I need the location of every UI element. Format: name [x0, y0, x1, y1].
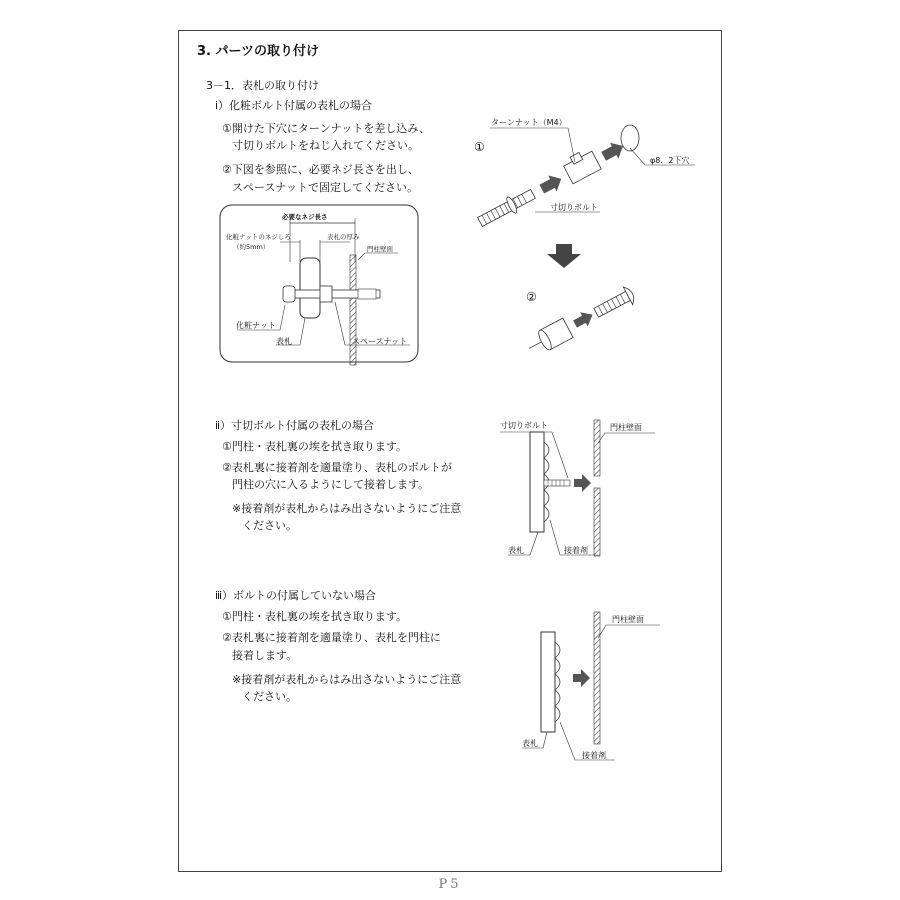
case-i-step2-line1: ②下図を参照に、必要ネジ長さを出し、	[222, 163, 419, 176]
case-ii-note-line2: ください。	[242, 519, 297, 532]
assembly-step2-marker: ②	[526, 290, 537, 304]
section-title: 3. パーツの取り付け	[197, 44, 319, 59]
assembly-stud-bolt-label: 寸切りボルト	[550, 203, 598, 212]
case-ii-step2-line2: 門柱の穴に入るようにして接着します。	[232, 478, 430, 491]
case-iii-step1: ①門柱・表札裏の埃を拭き取ります。	[222, 610, 407, 623]
case-iii-heading: ⅲ）ボルトの付属していない場合	[215, 589, 377, 602]
case-ii-heading: ⅱ）寸切ボルト付属の表札の場合	[215, 419, 375, 432]
detail-nameplate-label: 表札	[276, 337, 292, 346]
assembly-turn-nut-label: ターンナット（M4）	[491, 118, 567, 127]
case-i-step1-line1: ①開けた下穴にターンナットを差し込み、	[222, 122, 431, 135]
page-number: P5	[438, 877, 462, 892]
case-iii-step2-line2: 接着します。	[232, 649, 298, 662]
case-iii-wall-face-label: 門柱壁面	[612, 615, 644, 624]
case-iii-note-line1: ※接着剤が表札からはみ出さないようにご注意	[232, 673, 462, 686]
detail-space-nut-label: スペースナット	[352, 337, 408, 346]
case-ii-note-line1: ※接着剤が表札からはみ出さないようにご注意	[232, 502, 462, 515]
case-iii-adhesive-label: 接着剤	[582, 751, 606, 760]
case-iii-nameplate-label: 表札	[522, 739, 538, 748]
case-ii-stud-bolt-label: 寸切りボルト	[500, 421, 548, 430]
case-i-step2-line2: スペースナットで固定してください。	[232, 181, 419, 194]
case-i-step1-line2: 寸切りボルトをねじ入れてください。	[232, 139, 419, 152]
detail-approx-label: （約5mm）	[233, 243, 270, 251]
detail-nut-thread-label: 化粧ナットのネジしろ	[226, 233, 291, 241]
case-i-heading: ⅰ）化粧ボルト付属の表札の場合	[215, 99, 373, 112]
case-ii-step2-line1: ②表札裏に接着剤を適量塗り、表札のボルトが	[222, 461, 452, 474]
case-iii-note-line2: ください。	[242, 690, 297, 703]
subsection-title: 3－1．表札の取り付け	[206, 79, 319, 92]
case-ii-step1: ①門柱・表札裏の埃を拭き取ります。	[222, 440, 407, 453]
case-ii-adhesive-label: 接着剤	[564, 546, 588, 555]
detail-required-length-label: 必要なネジ長さ	[282, 213, 328, 221]
assembly-step1-marker: ①	[474, 140, 485, 154]
case-ii-wall-face-label: 門柱壁面	[610, 423, 642, 432]
case-ii-nameplate-label: 表札	[508, 546, 524, 555]
detail-plate-thickness-label: 表札の厚み	[327, 233, 360, 241]
case-iii-step2-line1: ②表札裏に接着剤を適量塗り、表札を門柱に	[222, 631, 441, 644]
detail-wall-face-label: 門柱壁面	[367, 245, 393, 253]
assembly-hole-label: φ8．2下穴	[650, 156, 690, 165]
detail-decorative-nut-label: 化粧ナット	[236, 321, 276, 330]
